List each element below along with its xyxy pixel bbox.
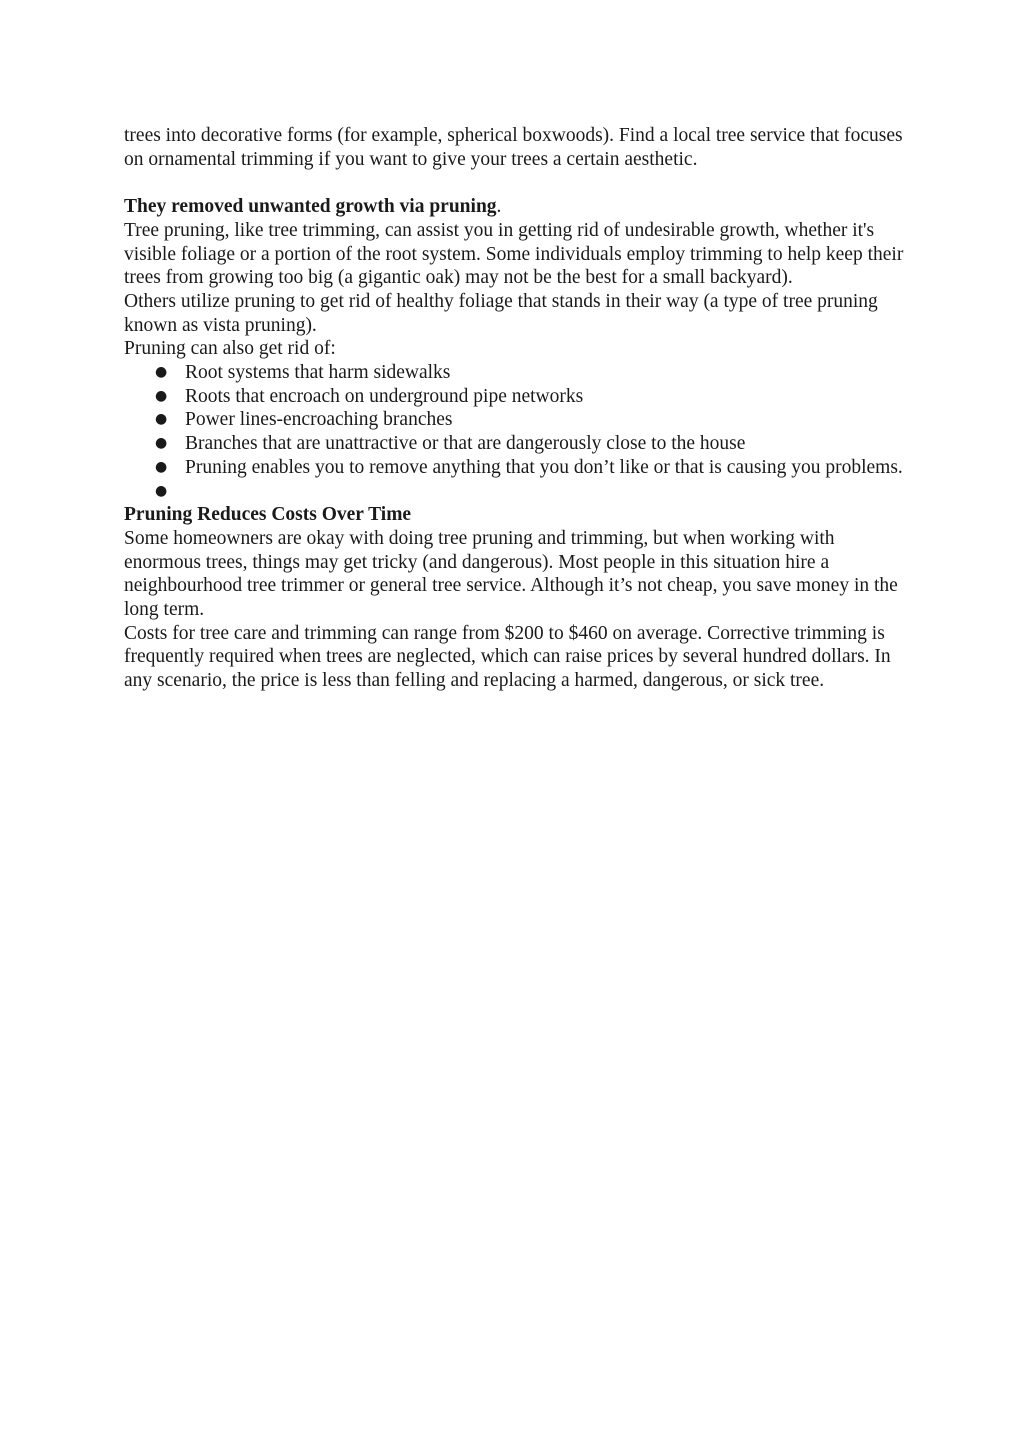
list-item — [124, 456, 904, 480]
heading-suffix: . — [496, 196, 502, 218]
bullet-icon: ● — [155, 387, 168, 404]
bullet-icon: ● — [155, 411, 168, 428]
list-item — [124, 432, 904, 456]
bullet-icon: ● — [155, 458, 168, 475]
section-heading-line — [124, 195, 904, 219]
pruning-paragraph-3: Pruning can also get rid of: — [124, 338, 336, 360]
list-item-text: Power lines-encroaching branches — [185, 409, 453, 431]
bullet-icon: ● — [155, 435, 168, 452]
bullet-icon: ● — [155, 364, 168, 381]
paragraph-spacer — [124, 171, 904, 195]
list-item-text: Pruning enables you to remove anything that you don’t like or that is causing you problems. — [185, 456, 903, 478]
intro-paragraph: trees into decorative forms (for example, spherical boxwoods). Find a local tree service that focuses on ornamental trimming if you want to give your trees a certain aesthetic. — [124, 125, 903, 170]
pruning-paragraph-1: Tree pruning, like tree trimming, can assist you in getting rid of undesirable growth, whether it's visible foliage or a portion of the root system. Some individuals employ trimming to help keep their trees from growing too big (a gigantic oak) may not be the best for a small backyard). — [124, 219, 904, 289]
costs-paragraph-1: Some homeowners are okay with doing tree pruning and trimming, but when working with enormous trees, things may get tricky (and dangerous). Most people in this situation hire a neighbourhood tree trimmer or general tree service. Although it’s not cheap, you save money in the long term. — [124, 527, 898, 621]
pruning-paragraph-2: Others utilize pruning to get rid of healthy foliage that stands in their way (a type of tree pruning known as vista pruning). — [124, 290, 878, 336]
section-heading-costs: Pruning Reduces Costs Over Time — [124, 504, 412, 526]
section-heading-pruning: They removed unwanted growth via pruning — [124, 196, 497, 218]
bullet-list — [124, 361, 904, 503]
costs-paragraph-2: Costs for tree care and trimming can range from $200 to $460 on average. Corrective trimming is frequently required when trees are neglected, which can raise prices by several hundred dollars. In any scenario, the price is less than felling and replacing a harmed, dangerous, or sick tree. — [124, 622, 891, 692]
list-item — [124, 385, 904, 409]
list-item-empty — [124, 480, 904, 504]
document-page — [124, 124, 904, 693]
bullet-icon: ● — [155, 482, 168, 499]
list-item-text: Roots that encroach on underground pipe networks — [185, 385, 584, 407]
list-item — [124, 408, 904, 432]
list-item-text: Branches that are unattractive or that are dangerously close to the house — [185, 433, 746, 455]
list-item-text: Root systems that harm sidewalks — [185, 362, 451, 384]
list-item — [124, 361, 904, 385]
